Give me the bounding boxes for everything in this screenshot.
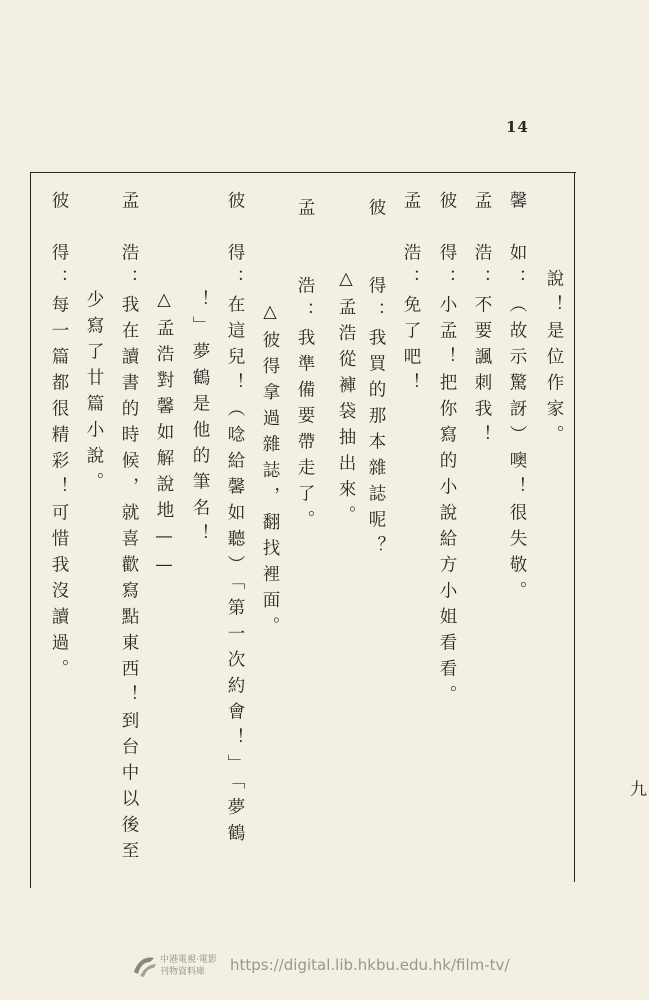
- frame-top-rule: [30, 172, 576, 173]
- script-column-1: 說！是位作家。: [544, 191, 564, 451]
- script-column-8: 孟 浩：我準備要帶走了。: [295, 198, 315, 536]
- script-column-15: 彼 得：每一篇都很精彩！可惜我沒讀過。: [49, 191, 69, 685]
- script-column-14: 少寫了廿篇小說。: [84, 238, 104, 498]
- script-column-11: ！」夢鶴是他的筆名！: [190, 238, 210, 550]
- script-column-9: △彼得拿過雜誌，翻找裡面。: [260, 250, 280, 643]
- script-column-3: 孟 浩：不要諷刺我！: [472, 191, 492, 451]
- script-column-10: 彼 得：在這兒！（唸給馨如聽）「第一次約會！」「夢鶴: [225, 191, 245, 850]
- frame-left-rule: [30, 172, 31, 888]
- logo-text: [160, 954, 217, 978]
- logo-line-2: 刊物資料庫: [160, 967, 206, 977]
- logo-line-1: 中港電視·電影: [160, 955, 217, 965]
- watermark-footer: [130, 950, 550, 982]
- page-number-top: 14: [506, 118, 529, 136]
- script-column-7: 彼 得：我買的那本雜誌呢？: [366, 198, 386, 562]
- script-column-6: △孟浩從褲袋抽出來。: [336, 191, 356, 532]
- script-column-2: 馨 如：（故示驚訝）噢！很失敬。: [507, 191, 527, 607]
- source-url: https://digital.lib.hkbu.edu.hk/film-tv/: [230, 956, 510, 974]
- script-column-5: 孟 浩：免了吧！: [401, 191, 421, 399]
- page-number-side: 九: [630, 780, 647, 800]
- script-column-12: △孟浩對馨如解說地——: [154, 238, 174, 584]
- script-column-13: 孟 浩：我在讀書的時候，就喜歡寫點東西！到台中以後至: [119, 191, 139, 867]
- script-column-4: 彼 得：小孟！把你寫的小說給方小姐看看。: [437, 191, 457, 711]
- frame-right-rule: [574, 172, 575, 882]
